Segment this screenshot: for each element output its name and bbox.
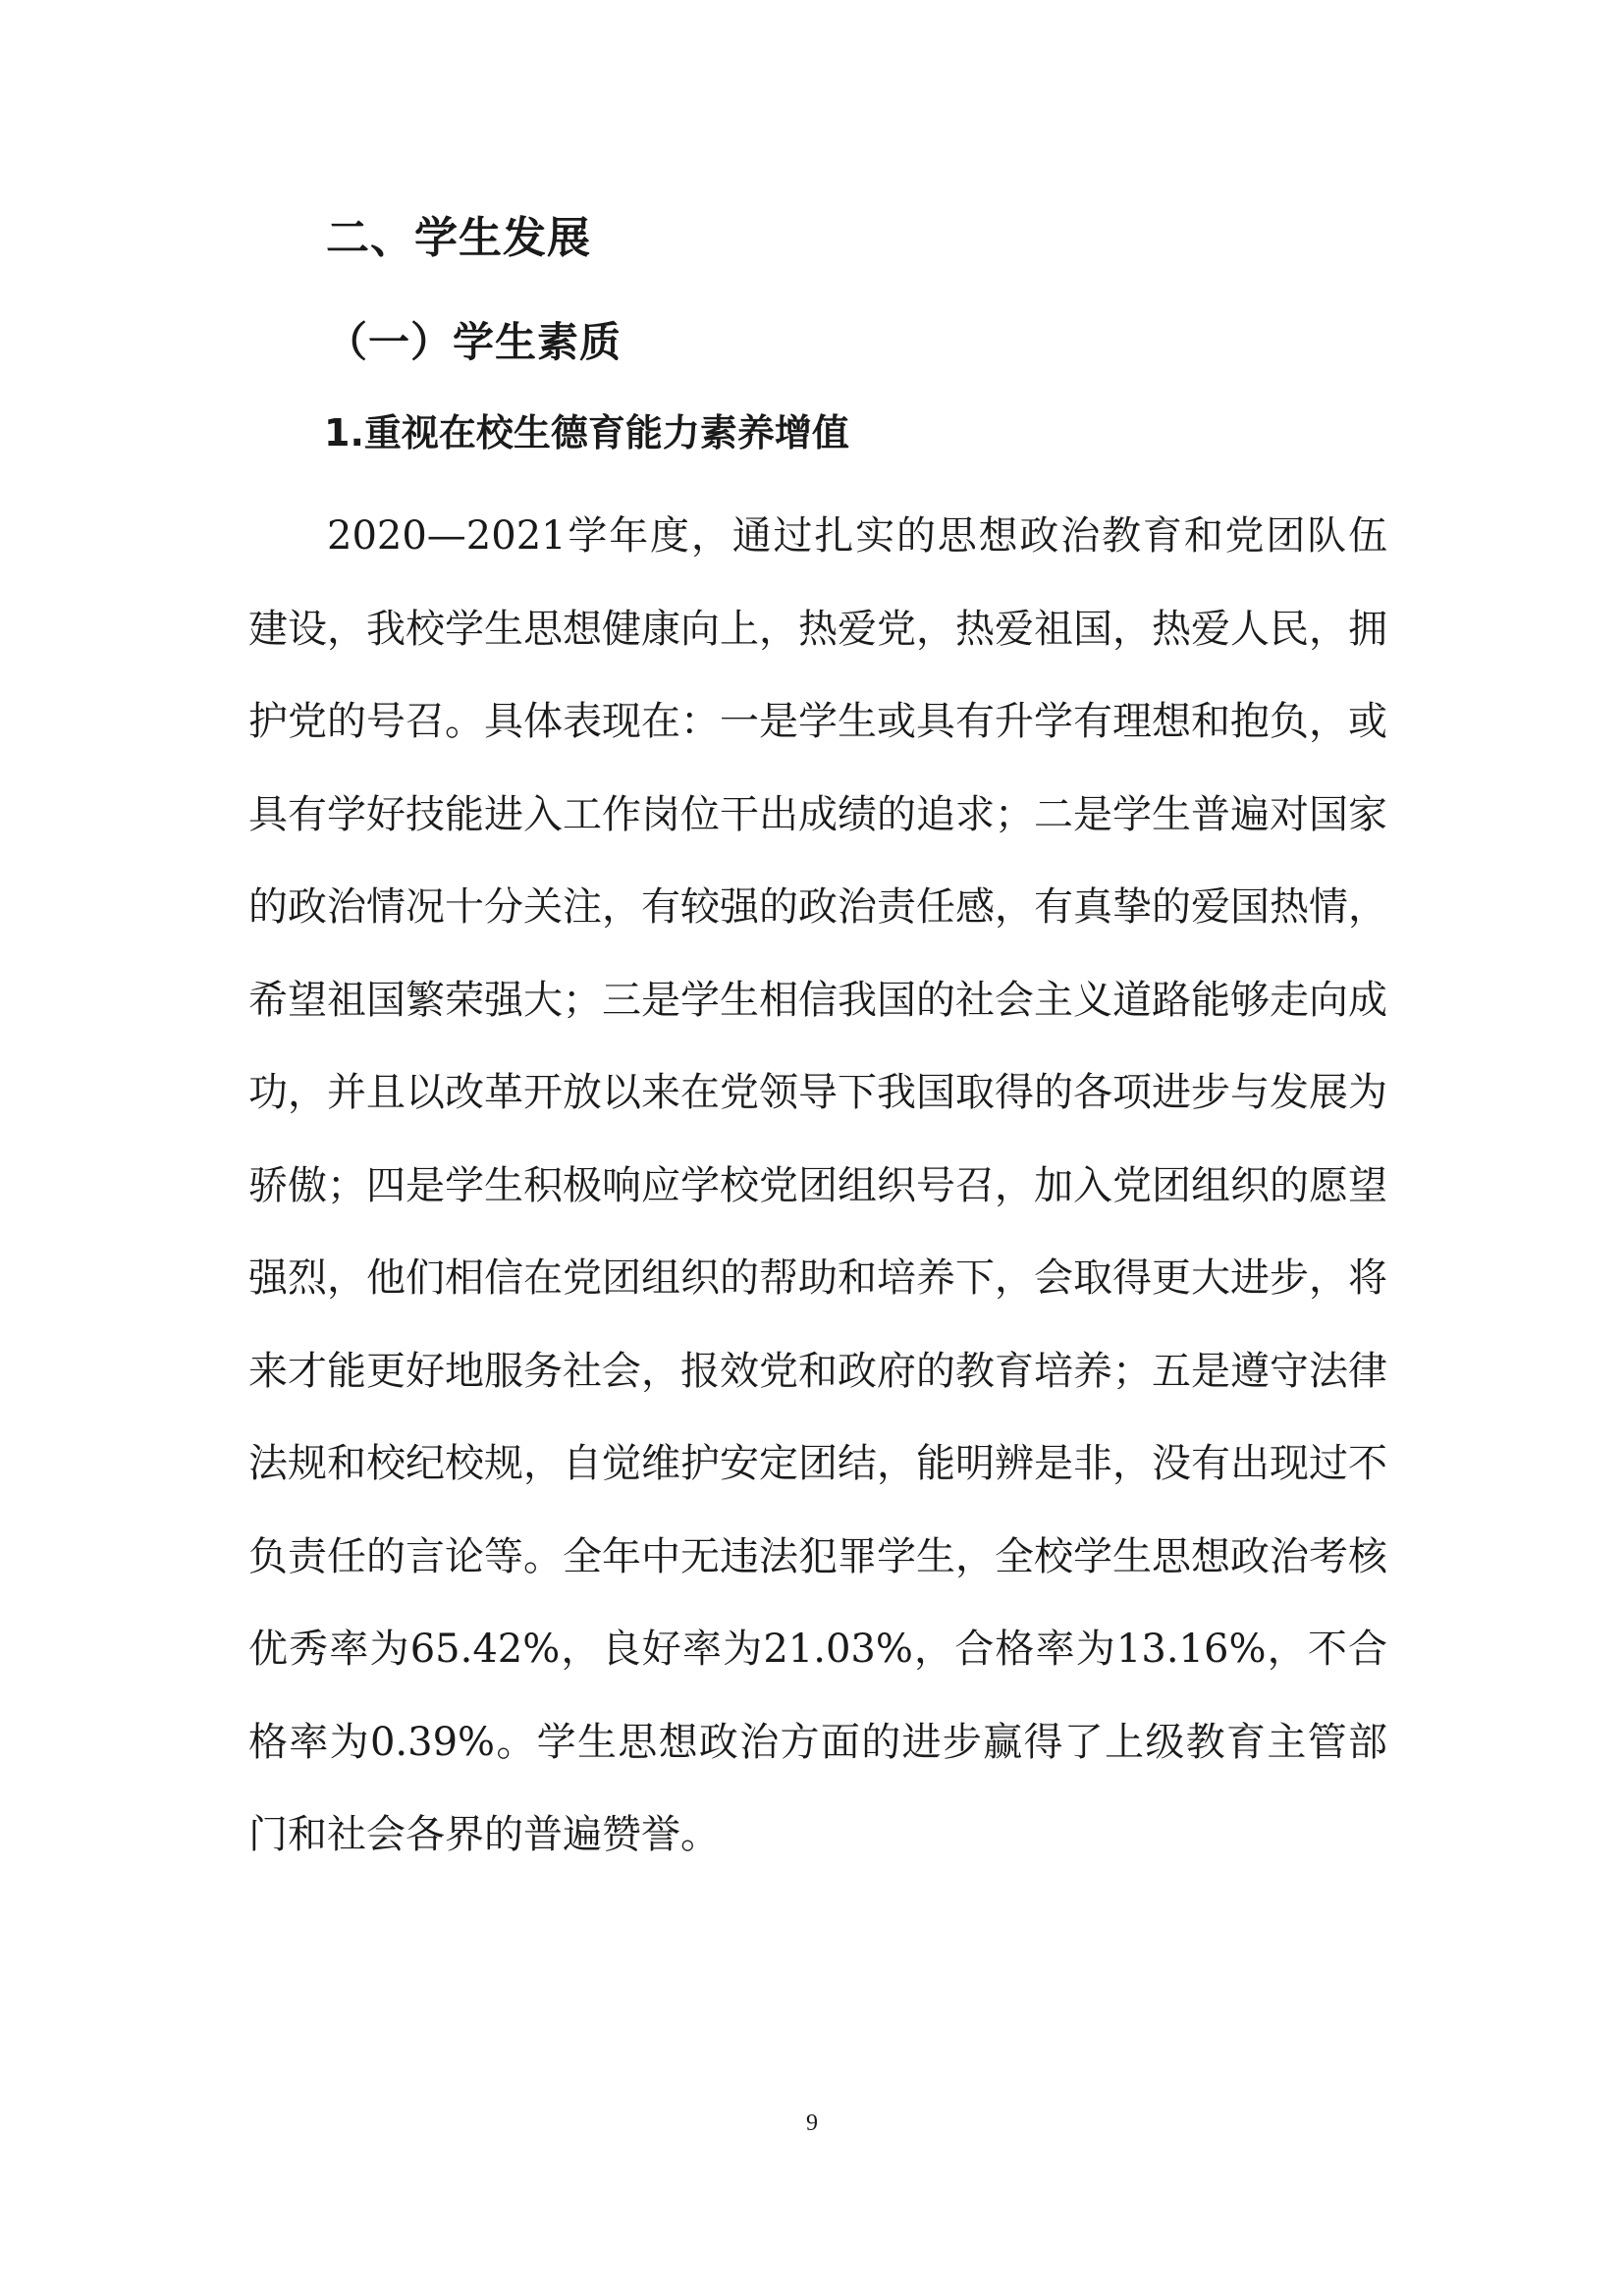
section-title: 二、学生发展 bbox=[326, 213, 591, 263]
page-number: 9 bbox=[806, 2110, 818, 2136]
body-paragraph: 2020—2021学年度，通过扎实的思想政治教育和党团队伍建设，我校学生思想健康向上，热爱党，热爱祖国，热爱人民，拥护党的号召。具体表现在：一是学生或具有升学有理想和抱负，或具有学好技能进入工作岗位干出成绩的追求；二是学生普遍对国家的政治情况十分关注，有较强的政治责任感，有真挚的爱国热情，希望祖国繁荣强大；三是学生相信我国的社会主义道路能够走向成功，并且以改革开放以来在党领导下我国取得的各项进步与发展为骄傲；四是学生积极响应学校党团组织号召，加入党团组织的愿望强烈，他们相信在党团组织的帮助和培养下，会取得更大进步，将来才能更好地服务社会，报效党和政府的教育培养；五是遵守法律法规和校纪校规，自觉维护安定团结，能明辨是非，没有出现过不负责任的言论等。全年中无违法犯罪学生，全校学生思想政治考核优秀率为65.42%，良好率为21.03%，合格率为13.16%，不合格率为0.39%。学生思想政治方面的进步赢得了上级教育主管部门和社会各界的普遍赞誉。 bbox=[248, 513, 1387, 1857]
item-title: 1.重视在校生德育能力素养增值 bbox=[324, 411, 849, 454]
subsection-title: （一）学生素质 bbox=[326, 318, 623, 366]
